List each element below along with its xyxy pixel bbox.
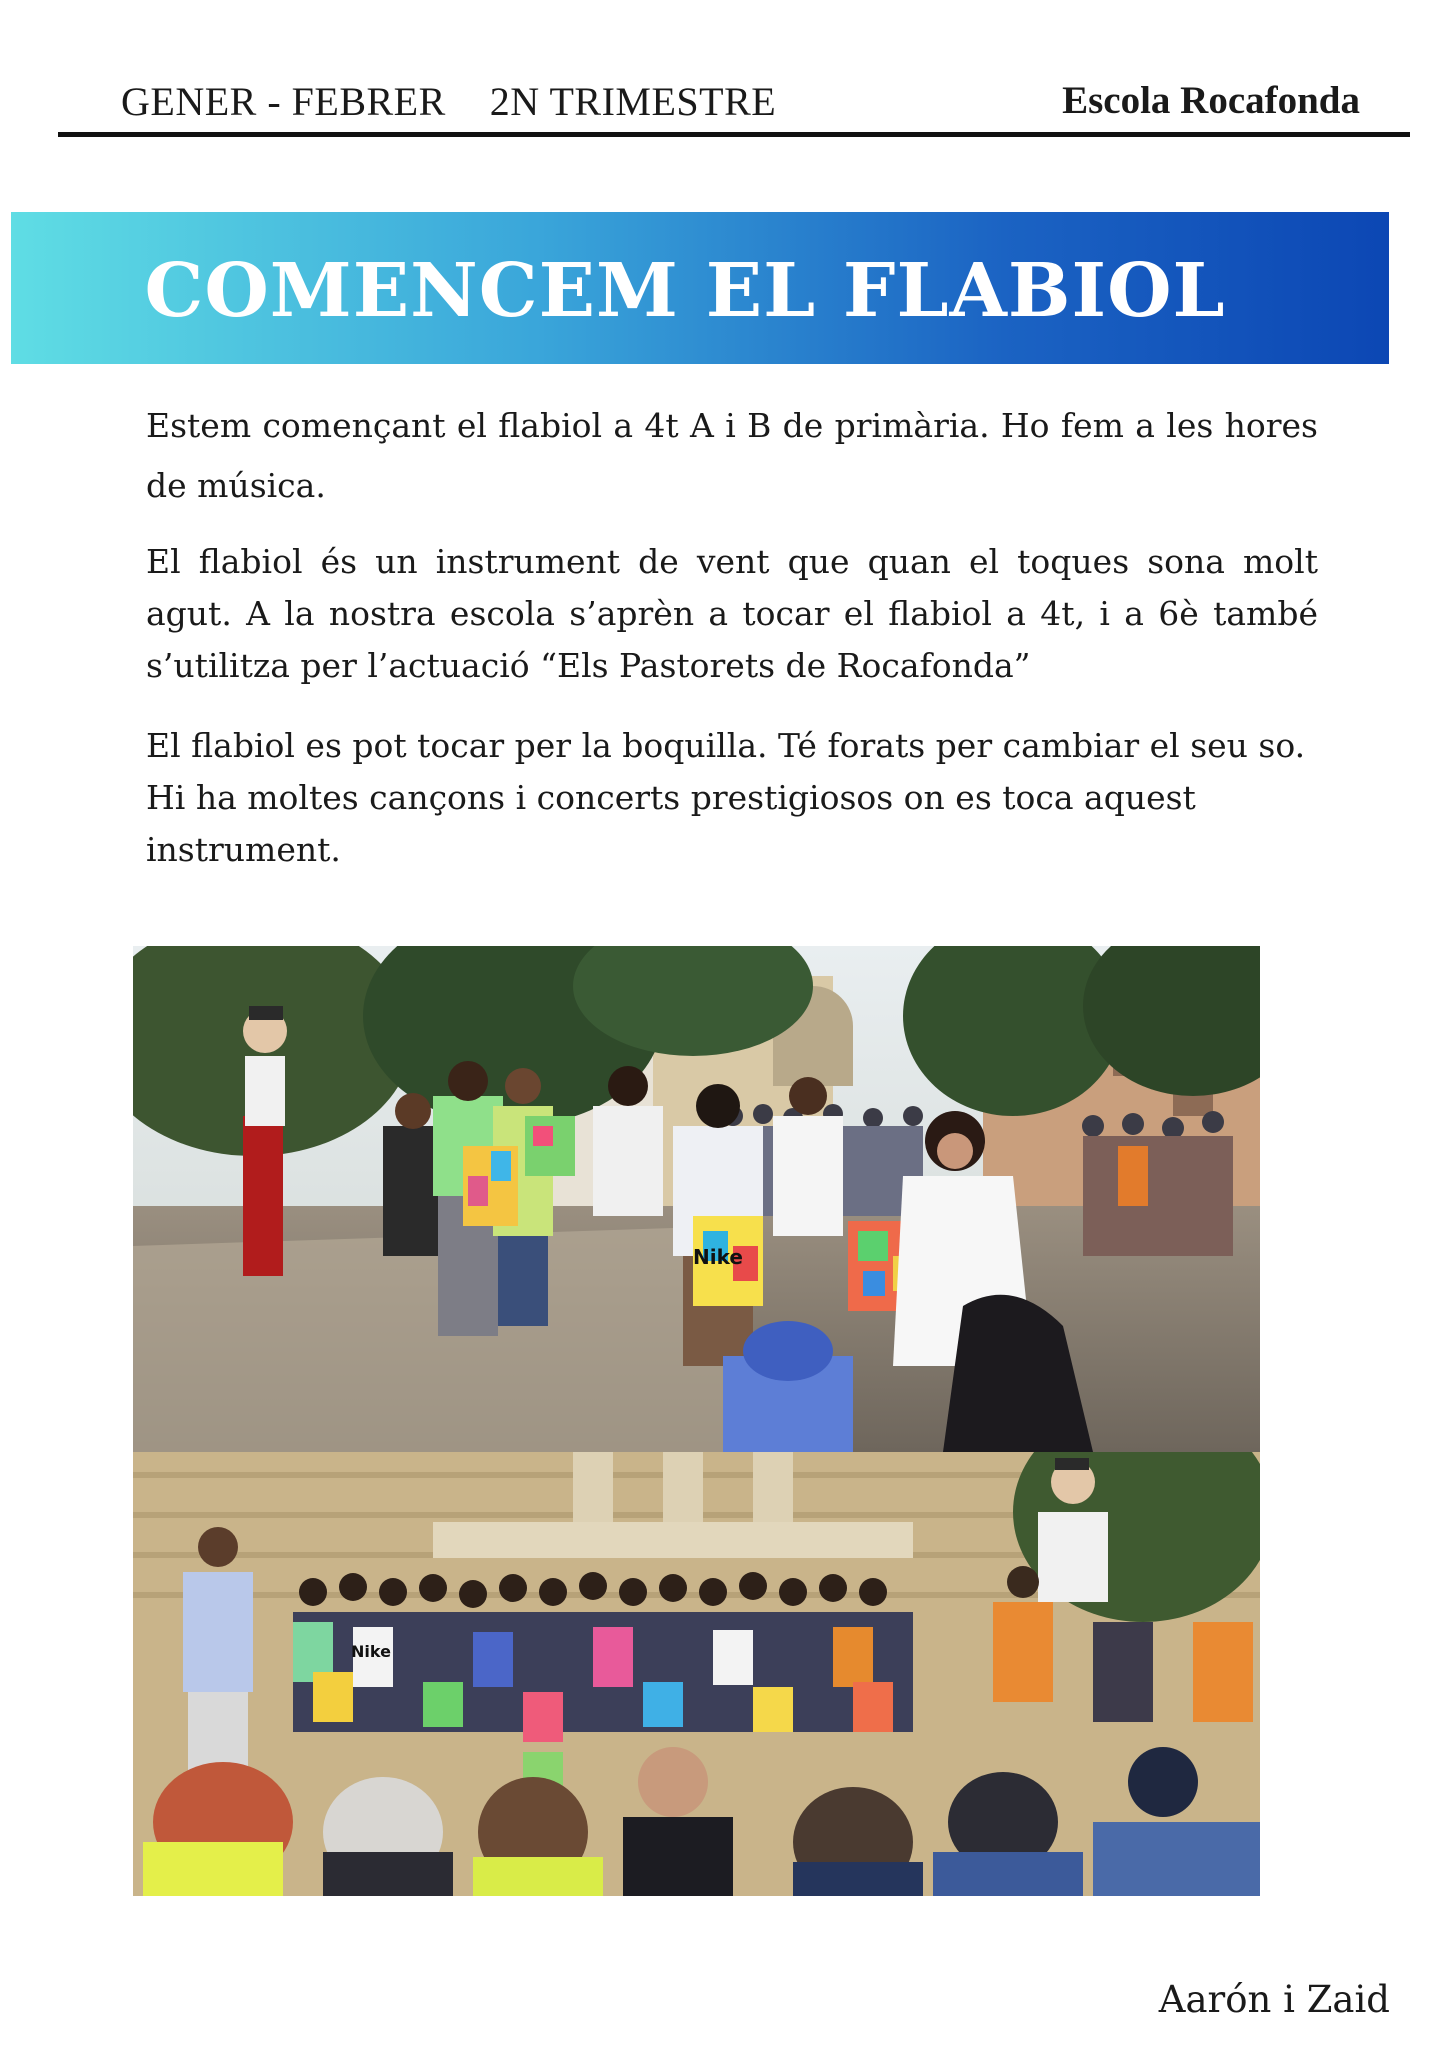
header-school: Escola Rocafonda <box>1062 79 1360 122</box>
article-paragraph-3-line-2: Hi ha moltes cançons i concerts prestigiosos on es toca aquest instrument. <box>146 778 1196 869</box>
photo1-shirt-text: Nike <box>693 1245 743 1269</box>
photo-children-wall-image <box>133 1452 1260 1896</box>
photo-children-square-image <box>133 946 1260 1452</box>
article-authors: Aarón i Zaid <box>1158 1978 1390 2021</box>
header-divider <box>58 132 1410 137</box>
article-paragraph-3 <box>146 720 1318 876</box>
title-banner <box>11 212 1389 364</box>
photo-children-wall <box>133 1452 1260 1896</box>
photo2-shirt-text: Nike <box>351 1642 391 1661</box>
header-period: GENER - FEBRER <box>121 79 446 124</box>
article-title: COMENCEM EL FLABIOL <box>144 248 1226 334</box>
header-term: 2N TRIMESTRE <box>489 79 777 124</box>
photo-children-square <box>133 946 1260 1452</box>
article-paragraph-1: Estem començant el flabiol a 4t A i B de primària. Ho fem a les hores de música. <box>146 406 1318 505</box>
header-period-term <box>121 78 776 125</box>
article-paragraph-2: El flabiol és un instrument de vent que quan el toques sona molt agut. A la nostra escola s’aprèn a tocar el flabiol a 4t, i a 6è també s’utilitza per l’actuació “Els Pastorets de Rocafonda” <box>146 542 1318 685</box>
article-paragraph-3-line-1: El flabiol es pot tocar per la boquilla. Té forats per cambiar el seu so. <box>146 726 1306 765</box>
